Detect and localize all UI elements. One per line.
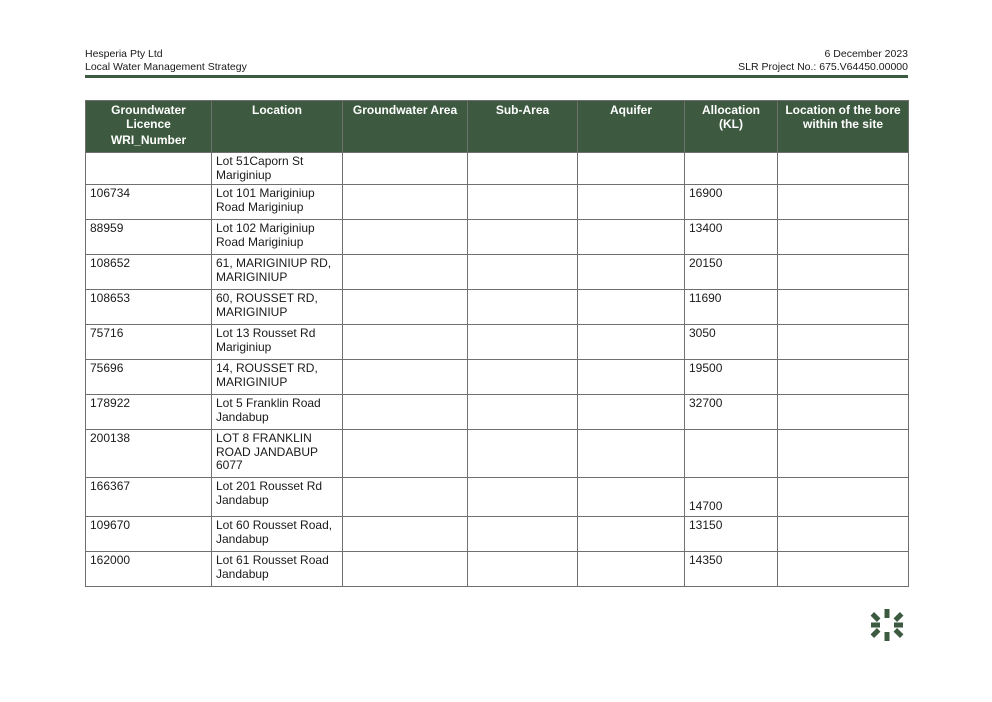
header-divider (85, 75, 908, 78)
cell-location: Lot 51Caporn St Mariginiup (212, 153, 343, 185)
cell-licence: 75716 (86, 325, 212, 360)
cell-bore-location (778, 325, 909, 360)
cell-location: Lot 61 Rousset Road Jandabup (212, 552, 343, 587)
cell-groundwater-area (343, 360, 468, 395)
document-title: Local Water Management Strategy (85, 61, 247, 73)
cell-allocation: 3050 (685, 325, 778, 360)
cell-sub-area (468, 185, 578, 220)
cell-aquifer (578, 360, 685, 395)
cell-groundwater-area (343, 185, 468, 220)
cell-location: LOT 8 FRANKLIN ROAD JANDABUP 6077 (212, 430, 343, 478)
cell-sub-area (468, 478, 578, 517)
cell-aquifer (578, 220, 685, 255)
cell-licence: 75696 (86, 360, 212, 395)
cell-location: 60, ROUSSET RD, MARIGINIUP (212, 290, 343, 325)
cell-allocation: 14700 (685, 478, 778, 517)
cell-allocation: 19500 (685, 360, 778, 395)
column-header-aquifer: Aquifer (578, 101, 685, 153)
cell-location: Lot 101 Mariginiup Road Mariginiup (212, 185, 343, 220)
cell-licence: 166367 (86, 478, 212, 517)
cell-sub-area (468, 290, 578, 325)
cell-bore-location (778, 395, 909, 430)
cell-sub-area (468, 430, 578, 478)
cell-groundwater-area (343, 325, 468, 360)
cell-sub-area (468, 255, 578, 290)
cell-licence: 109670 (86, 517, 212, 552)
cell-aquifer (578, 325, 685, 360)
cell-licence: 88959 (86, 220, 212, 255)
cell-licence: 108653 (86, 290, 212, 325)
cell-aquifer (578, 430, 685, 478)
cell-groundwater-area (343, 395, 468, 430)
cell-bore-location (778, 255, 909, 290)
table-row (86, 360, 909, 395)
cell-groundwater-area (343, 153, 468, 185)
cell-licence: 200138 (86, 430, 212, 478)
header-left (85, 48, 247, 74)
cell-groundwater-area (343, 220, 468, 255)
cell-bore-location (778, 517, 909, 552)
cell-aquifer (578, 255, 685, 290)
page-header (85, 48, 908, 74)
cell-groundwater-area (343, 552, 468, 587)
cell-aquifer (578, 185, 685, 220)
cell-allocation: 11690 (685, 290, 778, 325)
project-number: SLR Project No.: 675.V64450.00000 (738, 61, 908, 73)
cell-bore-location (778, 478, 909, 517)
column-header-location: Location (212, 101, 343, 153)
cell-aquifer (578, 290, 685, 325)
cell-licence: 162000 (86, 552, 212, 587)
table-row (86, 478, 909, 517)
cell-allocation: 16900 (685, 185, 778, 220)
cell-allocation: 13400 (685, 220, 778, 255)
cell-location: 14, ROUSSET RD, MARIGINIUP (212, 360, 343, 395)
header-right (738, 48, 908, 74)
cell-sub-area (468, 360, 578, 395)
document-date: 6 December 2023 (824, 48, 908, 60)
cell-groundwater-area (343, 255, 468, 290)
cell-location: Lot 102 Mariginiup Road Mariginiup (212, 220, 343, 255)
cell-bore-location (778, 360, 909, 395)
cell-licence (86, 153, 212, 185)
table-row (86, 395, 909, 430)
table-row (86, 552, 909, 587)
table-row (86, 325, 909, 360)
cell-sub-area (468, 552, 578, 587)
table-row (86, 255, 909, 290)
column-header-sublabel: WRI_Number (110, 133, 187, 147)
column-header-bore-location: Location of the bore within the site (778, 101, 909, 153)
cell-aquifer (578, 395, 685, 430)
cell-location: Lot 13 Rousset Rd Mariginiup (212, 325, 343, 360)
table-row (86, 517, 909, 552)
column-header-groundwater-area: Groundwater Area (343, 101, 468, 153)
table-row (86, 220, 909, 255)
cell-aquifer (578, 552, 685, 587)
table-header-row (86, 101, 909, 153)
cell-sub-area (468, 325, 578, 360)
cell-licence: 108652 (86, 255, 212, 290)
slr-logo-icon (870, 608, 904, 642)
cell-bore-location (778, 430, 909, 478)
cell-groundwater-area (343, 430, 468, 478)
cell-bore-location (778, 220, 909, 255)
cell-groundwater-area (343, 478, 468, 517)
cell-aquifer (578, 517, 685, 552)
cell-allocation (685, 430, 778, 478)
cell-sub-area (468, 395, 578, 430)
cell-sub-area (468, 220, 578, 255)
cell-allocation: 20150 (685, 255, 778, 290)
table-row (86, 290, 909, 325)
cell-bore-location (778, 552, 909, 587)
cell-allocation: 14350 (685, 552, 778, 587)
cell-bore-location (778, 185, 909, 220)
table-row (86, 153, 909, 185)
cell-location: Lot 5 Franklin Road Jandabup (212, 395, 343, 430)
cell-aquifer (578, 478, 685, 517)
cell-aquifer (578, 153, 685, 185)
table-row (86, 430, 909, 478)
cell-sub-area (468, 517, 578, 552)
cell-groundwater-area (343, 290, 468, 325)
cell-bore-location (778, 290, 909, 325)
cell-licence: 178922 (86, 395, 212, 430)
table-row (86, 185, 909, 220)
cell-location: Lot 201 Rousset Rd Jandabup (212, 478, 343, 517)
cell-location: 61, MARIGINIUP RD, MARIGINIUP (212, 255, 343, 290)
company-name: Hesperia Pty Ltd (85, 48, 163, 60)
cell-bore-location (778, 153, 909, 185)
column-header-sub-area: Sub-Area (468, 101, 578, 153)
cell-allocation: 32700 (685, 395, 778, 430)
column-header-label: Groundwater Licence (111, 103, 186, 131)
cell-licence: 106734 (86, 185, 212, 220)
cell-allocation (685, 153, 778, 185)
cell-location: Lot 60 Rousset Road, Jandabup (212, 517, 343, 552)
column-header-allocation: Allocation (KL) (685, 101, 778, 153)
groundwater-licence-table (85, 100, 909, 587)
cell-sub-area (468, 153, 578, 185)
cell-groundwater-area (343, 517, 468, 552)
cell-allocation: 13150 (685, 517, 778, 552)
column-header-licence (86, 101, 212, 153)
